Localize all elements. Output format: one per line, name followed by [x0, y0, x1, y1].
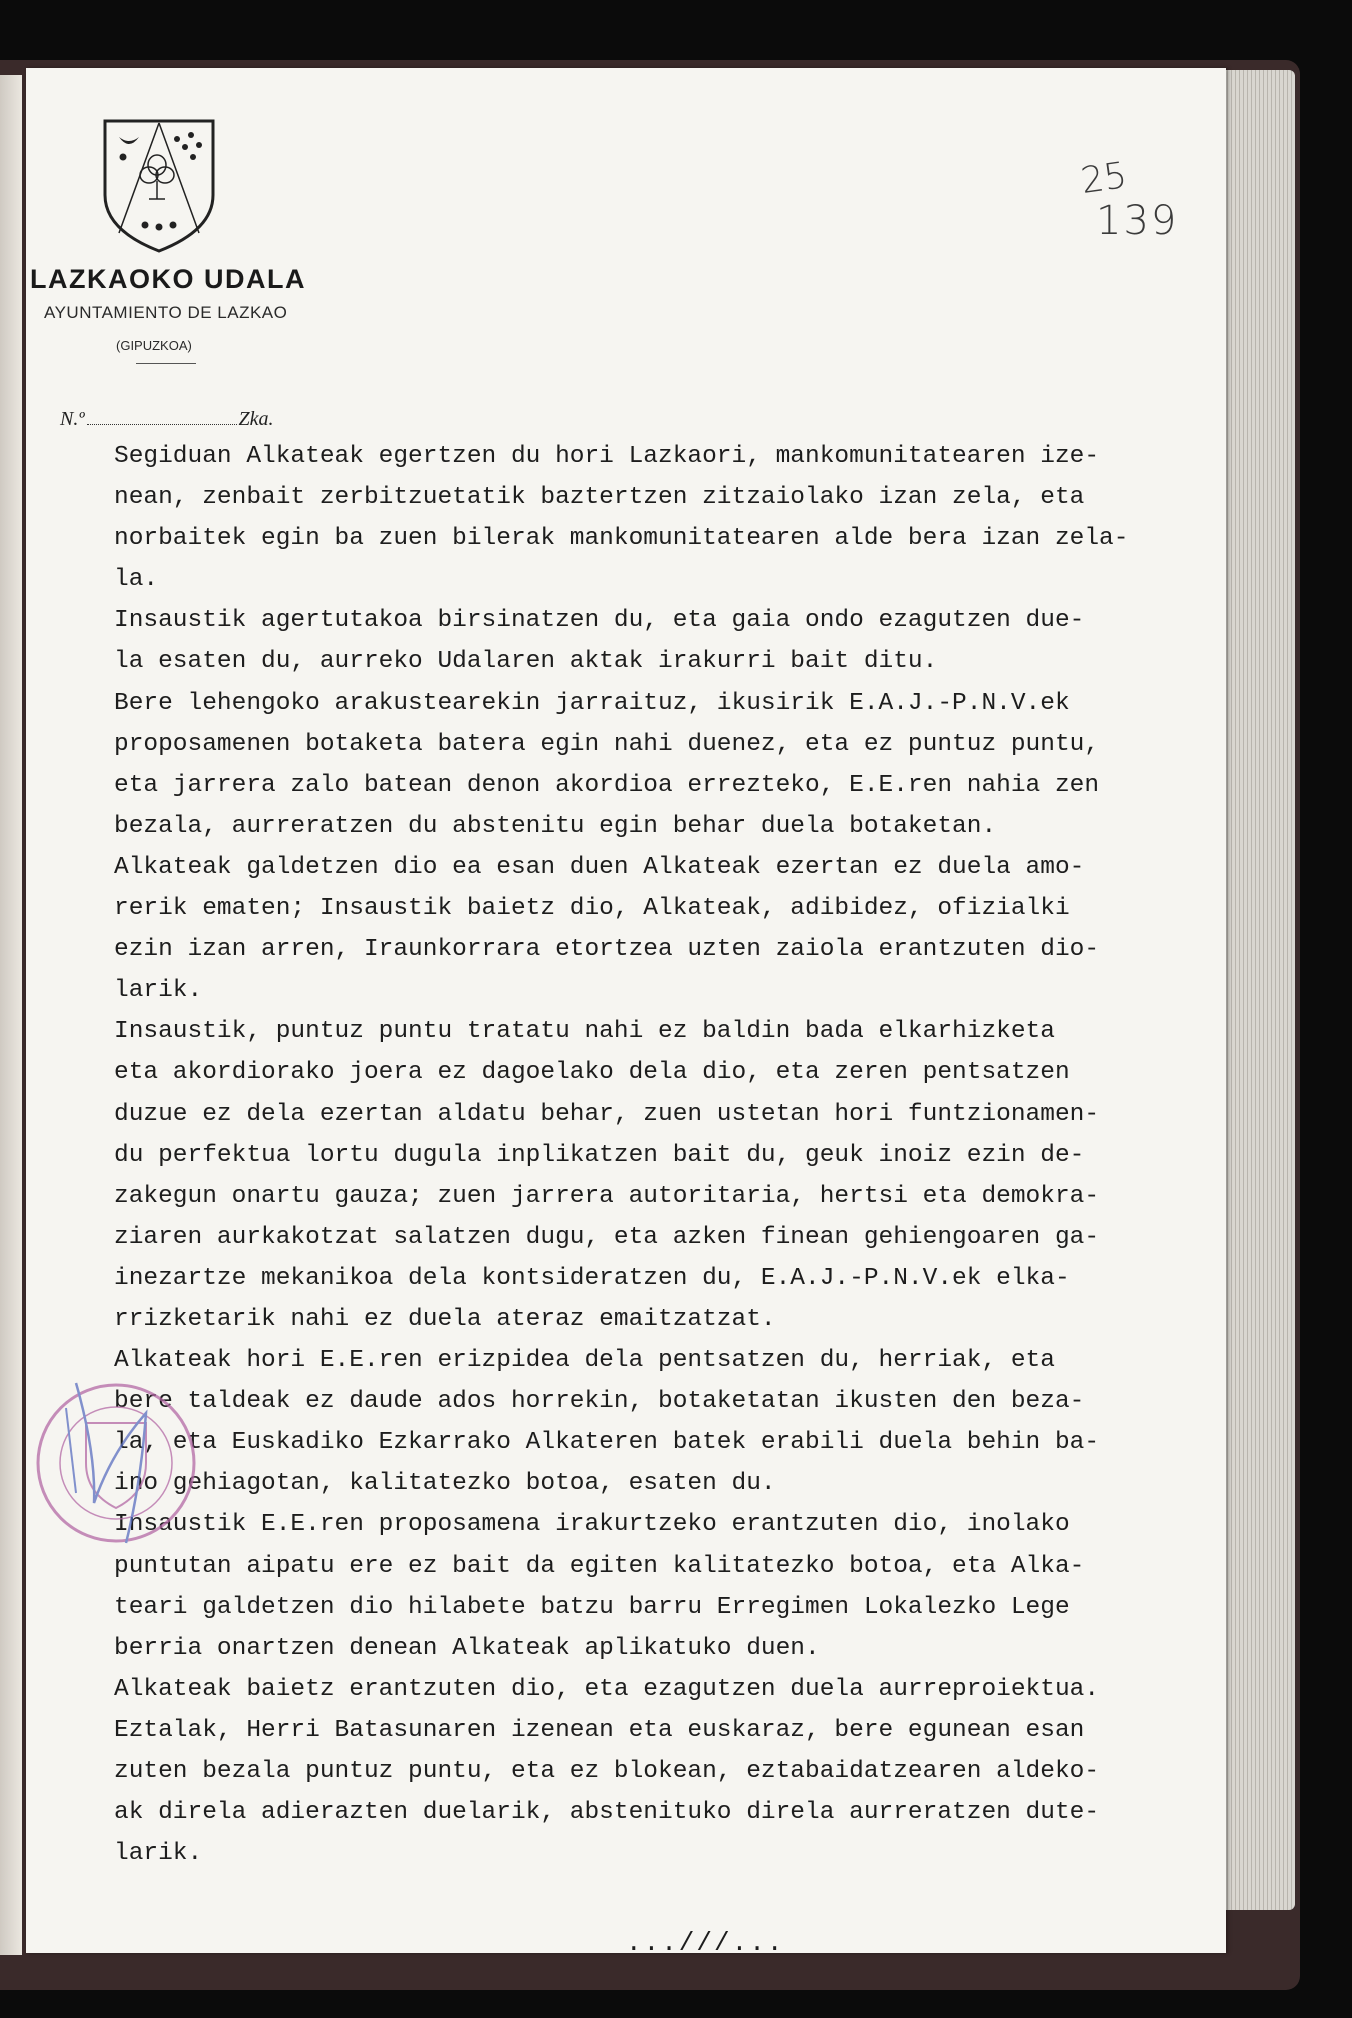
body-line: Alkateak galdetzen dio ea esan duen Alkateak ezertan ez duela amo-: [114, 853, 1085, 881]
body-line: la.: [114, 566, 159, 594]
handwritten-mark: 25: [1078, 155, 1130, 202]
body-line: nean, zenbait zerbitzuetatik baztertzen zitzaiolako izan zela, eta: [114, 484, 1085, 512]
number-prefix: N.º: [60, 408, 85, 430]
body-line: ino gehiagotan, kalitatezko botoa, esaten du.: [114, 1470, 776, 1498]
org-province: (GIPUZKOA): [116, 338, 192, 353]
body-line: proposamenen botaketa batera egin nahi duenez, eta ez puntuz puntu,: [114, 730, 1100, 758]
letterhead-divider: [136, 363, 196, 364]
body-line: rrizketarik nahi ez duela ateraz emaitzatzat.: [114, 1305, 776, 1333]
reference-number-line: [60, 408, 274, 431]
body-line: ziaren aurkakotzat salatzen dugu, eta azken finean gehiengoaren ga-: [114, 1223, 1100, 1251]
body-line: Segiduan Alkateak egertzen du hori Lazkaori, mankomunitatearen ize-: [114, 443, 1100, 470]
body-line: Alkateak hori E.E.ren erizpidea dela pentsatzen du, herriak, eta: [114, 1347, 1055, 1375]
minutes-body: [114, 436, 1234, 1874]
handwritten-page-number: 139: [1096, 198, 1179, 244]
body-line: la, eta Euskadiko Ezkarrako Alkateren batek erabili duela behin ba-: [114, 1429, 1100, 1457]
body-line: Alkateak baietz erantzuten dio, eta ezagutzen duela aurreproiektua.: [114, 1675, 1100, 1703]
body-line: Insaustik, puntuz puntu tratatu nahi ez baldin bada elkarhizketa: [114, 1018, 1055, 1046]
body-line: Insaustik E.E.ren proposamena irakurtzeko erantzuten dio, inolako: [114, 1511, 1070, 1539]
continuation-mark: ...///...: [626, 1928, 785, 1958]
coat-of-arms-icon: [99, 115, 219, 255]
body-line: Eztalak, Herri Batasunaren izenean eta euskaraz, bere egunean esan: [114, 1716, 1085, 1744]
body-line: norbaitek egin ba zuen bilerak mankomunitatearen alde bera izan zela-: [114, 525, 1129, 553]
body-line: larik.: [114, 1840, 203, 1868]
body-line: duzue ez dela ezertan aldatu behar, zuen ustetan hori funtzionamen-: [114, 1100, 1100, 1128]
left-page-sliver: [0, 75, 22, 1955]
number-suffix: Zka.: [238, 408, 274, 430]
body-line: Bere lehengoko arakustearekin jarraituz, ikusirik E.A.J.-P.N.V.ek: [114, 689, 1070, 717]
municipal-stamp: [36, 1313, 206, 1583]
document-page: [26, 68, 1226, 1958]
body-line: ezin izan arren, Iraunkorrara etortzea uzten zaiola erantzuten dio-: [114, 936, 1100, 964]
body-line: rerik ematen; Insaustik baietz dio, Alkateak, adibidez, ofizialki: [114, 895, 1070, 923]
body-line: zakegun onartu gauza; zuen jarrera autoritaria, hertsi eta demokra-: [114, 1182, 1100, 1210]
body-line: du perfektua lortu dugula inplikatzen bait du, geuk inoiz ezin de-: [114, 1141, 1085, 1169]
body-line: eta akordiorako joera ez dagoelako dela dio, eta zeren pentsatzen: [114, 1059, 1070, 1087]
number-blank: [87, 424, 237, 425]
body-line: ak direla adierazten duelarik, abstenituko direla aurreratzen dute-: [114, 1799, 1100, 1827]
body-line: eta jarrera zalo batean denon akordioa errezteko, E.E.ren nahia zen: [114, 771, 1100, 799]
body-line: berria onartzen denean Alkateak aplikatuko duen.: [114, 1634, 820, 1662]
org-subtitle: AYUNTAMIENTO DE LAZKAO: [44, 303, 288, 322]
body-line: bere taldeak ez daude ados horrekin, botaketatan ikusten den beza-: [114, 1388, 1085, 1416]
org-name: LAZKAOKO UDALA: [30, 264, 306, 294]
body-line: inezartze mekanikoa dela kontsideratzen du, E.A.J.-P.N.V.ek elka-: [114, 1264, 1070, 1292]
body-line: puntutan aipatu ere ez bait da egiten kalitatezko botoa, eta Alka-: [114, 1552, 1085, 1580]
body-line: teari galdetzen dio hilabete batzu barru Erregimen Lokalezko Lege: [114, 1593, 1070, 1621]
body-line: bezala, aurreratzen du abstenitu egin behar duela botaketan.: [114, 812, 997, 840]
body-line: zuten bezala puntuz puntu, eta ez blokean, eztabaidatzearen aldeko-: [114, 1758, 1100, 1785]
body-line: larik.: [114, 977, 203, 1005]
body-line: la esaten du, aurreko Udalaren aktak irakurri bait ditu.: [114, 648, 938, 676]
body-line: Insaustik agertutakoa birsinatzen du, eta gaia ondo ezagutzen due-: [114, 607, 1085, 635]
